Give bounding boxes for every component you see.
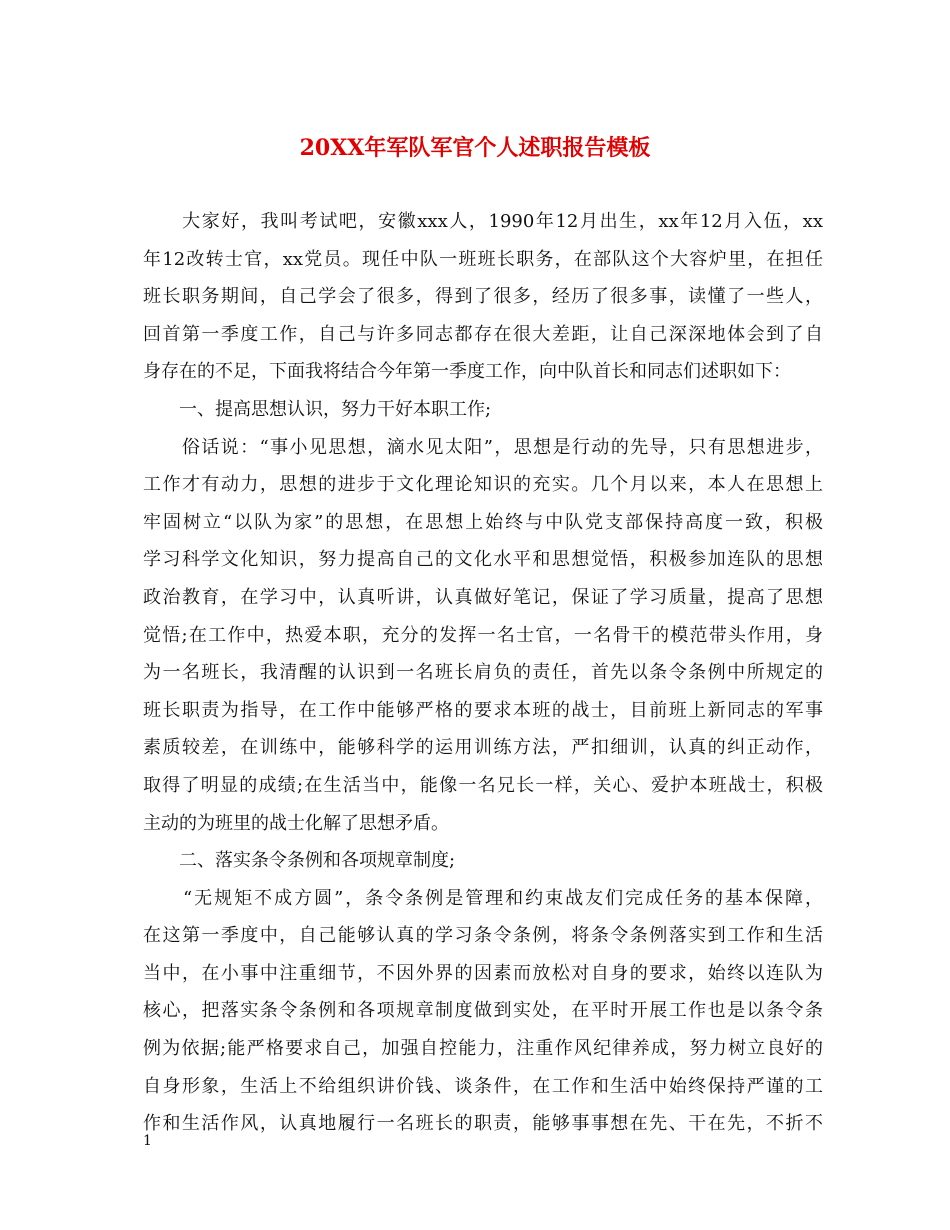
body-text-line: 年12改转士官，xx党员。现任中队一班班长职务，在部队这个大容炉里，在担任 bbox=[143, 248, 823, 270]
body-text-line: 政治教育，在学习中，认真听讲，认真做好笔记，保证了学习质量，提高了思想 bbox=[143, 586, 823, 608]
body-text-line: 在这第一季度中，自己能够认真的学习条令条例，将条令条例落实到工作和生活 bbox=[143, 925, 823, 947]
body-text-line: 身存在的不足，下面我将结合今年第一季度工作，向中队首长和同志们述职如下： bbox=[143, 361, 791, 383]
page-number: 1 bbox=[143, 1133, 152, 1149]
document-body bbox=[143, 203, 823, 1143]
body-text-line: 核心，把落实条令条例和各项规章制度做到实处，在平时开展工作也是以条令条 bbox=[143, 1000, 823, 1022]
body-text-line: 一、提高思想认识，努力干好本职工作; bbox=[143, 398, 492, 420]
body-text-line: 当中，在小事中注重细节，不因外界的因素而放松对自身的要求，始终以连队为 bbox=[143, 962, 823, 984]
body-text-line: 觉悟;在工作中，热爱本职，充分的发挥一名士官，一名骨干的模范带头作用，身 bbox=[143, 624, 823, 646]
body-text-line: 工作才有动力，思想的进步于文化理论知识的充实。几个月以来，本人在思想上 bbox=[143, 474, 823, 496]
body-text-line: 素质较差，在训练中，能够科学的运用训练方法，严扣细训，认真的纠正动作， bbox=[143, 737, 823, 759]
body-text-line: 牢固树立“以队为家”的思想，在思想上始终与中队党支部保持高度一致，积极 bbox=[143, 511, 823, 533]
body-text-line: 例为依据;能严格要求自己，加强自控能力，注重作风纪律养成，努力树立良好的 bbox=[143, 1038, 823, 1060]
body-text-line: 俗话说：“事小见思想，滴水见太阳”，思想是行动的先导，只有思想进步， bbox=[143, 436, 823, 458]
body-text-line: 回首第一季度工作，自己与许多同志都存在很大差距，让自己深深地体会到了自 bbox=[143, 323, 823, 345]
body-text-line: 学习科学文化知识，努力提高自己的文化水平和思想觉悟，积极参加连队的思想 bbox=[143, 549, 823, 571]
body-text-line: 自身形象，生活上不给组织讲价钱、谈条件，在工作和生活中始终保持严谨的工 bbox=[143, 1075, 823, 1097]
body-text-line: “无规矩不成方圆”，条令条例是管理和约束战友们完成任务的基本保障， bbox=[143, 887, 823, 909]
body-text-line: 二、落实条令条例和各项规章制度; bbox=[143, 850, 456, 872]
body-text-line: 大家好，我叫考试吧，安徽xxx人，1990年12月出生，xx年12月入伍，xx bbox=[143, 211, 823, 232]
body-text-line: 取得了明显的成绩;在生活当中，能像一名兄长一样，关心、爱护本班战士，积极 bbox=[143, 774, 823, 796]
body-text-line: 作和生活作风，认真地履行一名班长的职责，能够事事想在先、干在先，不折不 bbox=[143, 1113, 823, 1135]
body-text-line: 班长职责为指导，在工作中能够严格的要求本班的战士，目前班上新同志的军事 bbox=[143, 699, 823, 721]
body-text-line: 主动的为班里的战士化解了思想矛盾。 bbox=[143, 812, 449, 834]
document-title: 20XX年军队军官个人述职报告模板 bbox=[299, 135, 651, 161]
body-text-line: 为一名班长，我清醒的认识到一名班长肩负的责任，首先以条令条例中所规定的 bbox=[143, 662, 823, 684]
body-text-line: 班长职务期间，自己学会了很多，得到了很多，经历了很多事，读懂了一些人， bbox=[143, 286, 823, 308]
